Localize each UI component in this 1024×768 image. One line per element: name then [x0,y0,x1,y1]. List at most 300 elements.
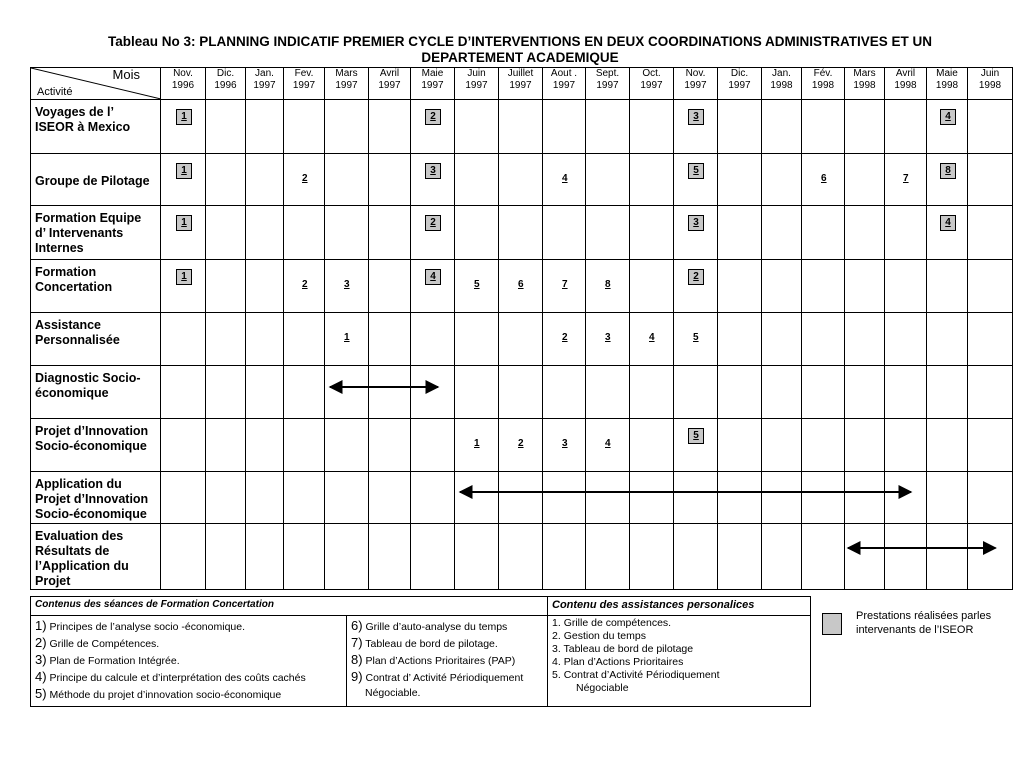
schedule-cell [499,260,543,313]
activity-label [31,313,161,366]
legend-item-text: Contrat d’ Activité Périodiquement [365,672,524,684]
schedule-cell [499,313,543,366]
schedule-cell [968,206,1013,260]
schedule-cell [762,313,802,366]
activity-label-line: Application du [35,477,122,491]
iseor-intervention-marker: 8 [940,163,956,179]
schedule-cell [630,366,674,419]
activity-row [31,472,1013,524]
schedule-cell [206,100,246,154]
month-header [455,68,499,100]
schedule-cell [411,524,455,590]
legend-item [552,669,806,682]
page-title: Tableau No 3: PLANNING INDICATIF PREMIER CYCLE D’INTERVENTIONS EN DEUX COORDINATIONS ADMINISTRATIVES ET UN DEPARTEMENT ACADEMIQUE [107,34,933,65]
iseor-intervention-marker: 4 [940,215,956,231]
iseor-intervention-marker: 2 [425,215,441,231]
header-row [31,68,1013,100]
month-year: 1997 [378,80,401,91]
activity-label-line: l’Application du [35,559,129,573]
schedule-cell [325,154,369,206]
iseor-intervention-marker: 5 [688,428,704,444]
legend-item-text: Tableau de bord de pilotage. [365,638,498,650]
legend-item [351,669,543,686]
schedule-cell [411,154,455,206]
month-name: Dic. [730,68,749,79]
schedule-cell [630,154,674,206]
schedule-cell [674,419,718,472]
schedule-cell [586,206,630,260]
schedule-cell [885,260,927,313]
schedule-cell [927,206,968,260]
schedule-cell [284,524,325,590]
activity-label-line: économique [35,386,109,400]
legend-item-text: Grille de Compétences. [49,638,160,650]
schedule-cell [246,154,284,206]
activity-label [31,260,161,313]
schedule-cell [674,206,718,260]
schedule-cell [325,313,369,366]
schedule-cell [161,419,206,472]
legend-item-number: 5) [35,686,47,701]
legend-item [35,669,342,686]
activity-row [31,260,1013,313]
schedule-cell [802,472,845,524]
schedule-cell [284,366,325,419]
activity-row [31,100,1013,154]
activity-label-line: Formation Equipe [35,211,142,225]
schedule-cell [885,472,927,524]
schedule-cell [968,260,1013,313]
schedule-cell [845,419,885,472]
legend-item-text: Méthode du projet d’innovation socio-économique [49,689,282,701]
legend-key-text: Prestations réalisées parles intervenants de l’ISEOR [856,610,992,636]
schedule-cell [411,472,455,524]
month-year: 1997 [253,80,276,91]
schedule-cell [284,154,325,206]
legend-item-number: 9) [351,669,363,684]
activity-row [31,206,1013,260]
month-name: Mars [853,68,876,79]
schedule-cell [885,313,927,366]
schedule-cell [885,206,927,260]
schedule-cell [499,206,543,260]
month-year: 1997 [421,80,444,91]
legend-item-text: Grille d’auto-analyse du temps [365,621,508,633]
schedule-cell [161,206,206,260]
legend-item-number: 3) [35,652,47,667]
schedule-cell [284,206,325,260]
session-number: 6 [821,173,827,184]
activite-label: Activité [37,86,73,98]
schedule-cell [411,206,455,260]
schedule-cell [543,366,586,419]
legend-item-continuation [351,686,543,701]
legend-item-continuation [552,682,806,695]
legend-item-text: Principe du calcule et d’interprétation des coûts cachés [49,672,306,684]
month-year: 1996 [214,80,237,91]
schedule-cell [802,419,845,472]
legend-item-text: Principes de l’analyse socio -économique. [49,621,246,633]
schedule-cell [246,260,284,313]
schedule-cell [499,100,543,154]
schedule-cell [927,472,968,524]
schedule-cell [325,100,369,154]
schedule-cell [630,419,674,472]
schedule-cell [718,524,762,590]
month-year: 1997 [728,80,751,91]
schedule-cell [411,419,455,472]
schedule-cell [161,472,206,524]
schedule-cell [927,100,968,154]
legend-item-continuation-text: Négociable [576,682,629,694]
schedule-cell [369,524,411,590]
schedule-cell [845,366,885,419]
legend-item-number: 2) [35,635,47,650]
activity-label-line: Diagnostic Socio- [35,371,141,385]
schedule-cell [927,154,968,206]
schedule-cell [674,366,718,419]
schedule-cell [369,472,411,524]
activity-label-line: Evaluation des [35,529,124,543]
schedule-cell [161,260,206,313]
month-name: Sept. [595,68,620,79]
session-number: 8 [605,279,611,290]
schedule-cell [543,313,586,366]
schedule-cell [411,260,455,313]
legend-table [30,596,811,707]
month-header [499,68,543,100]
legend-right-list [347,616,548,707]
activity-row [31,419,1013,472]
iseor-intervention-marker: 1 [176,163,192,179]
session-number: 2 [562,332,568,343]
schedule-cell [455,100,499,154]
legend-item-number: 5. [552,669,561,681]
session-number: 3 [344,279,350,290]
schedule-cell [246,472,284,524]
month-name: Maie [936,68,958,79]
schedule-cell [246,100,284,154]
schedule-cell [411,100,455,154]
schedule-cell [845,260,885,313]
session-number: 4 [605,438,611,449]
schedule-cell [968,524,1013,590]
legend-item [552,656,806,669]
legend-item-number: 4) [35,669,47,684]
legend-item [552,617,806,630]
iseor-intervention-marker: 1 [176,269,192,285]
month-year: 1998 [978,80,1002,91]
session-number: 6 [518,279,524,290]
schedule-cell [206,366,246,419]
month-header [543,68,586,100]
schedule-cell [586,366,630,419]
schedule-cell [927,366,968,419]
month-header [284,68,325,100]
schedule-cell [718,260,762,313]
schedule-cell [325,472,369,524]
month-name: Dic. [216,68,235,79]
activity-label-line: Socio-économique [35,439,147,453]
activity-label-line: Projet [35,574,71,588]
schedule-cell [630,524,674,590]
schedule-cell [927,313,968,366]
legend-item-text: Contrat d’Activité Périodiquement [563,669,720,681]
schedule-cell [499,419,543,472]
schedule-cell [762,206,802,260]
schedule-cell [543,524,586,590]
activity-label-line: Projet d’Innovation [35,424,149,438]
session-number: 7 [903,173,909,184]
schedule-cell [674,472,718,524]
session-number: 3 [562,438,568,449]
schedule-cell [927,524,968,590]
schedule-cell [674,154,718,206]
month-header [325,68,369,100]
activity-label-line [35,159,156,174]
schedule-cell [206,472,246,524]
month-year: 1998 [935,80,959,91]
month-name: Fev. [294,68,314,79]
activity-label [31,154,161,206]
schedule-cell [802,100,845,154]
schedule-cell [968,419,1013,472]
activity-row [31,154,1013,206]
schedule-cell [630,206,674,260]
activity-label-line: Assistance [35,318,102,332]
schedule-cell [718,313,762,366]
schedule-cell [455,419,499,472]
legend-item [351,635,543,652]
schedule-cell [586,472,630,524]
schedule-cell [325,206,369,260]
schedule-cell [927,419,968,472]
month-name: Jan. [772,68,791,79]
schedule-cell [762,154,802,206]
schedule-cell [325,524,369,590]
month-year: 1997 [640,80,663,91]
month-year: 1996 [171,80,195,91]
schedule-cell [845,472,885,524]
schedule-cell [802,313,845,366]
schedule-cell [630,100,674,154]
schedule-cell [845,206,885,260]
schedule-cell [499,154,543,206]
schedule-cell [325,260,369,313]
iseor-intervention-marker: 5 [688,163,704,179]
month-name: Juin [980,68,1000,79]
session-number: 5 [693,332,699,343]
schedule-cell [206,260,246,313]
schedule-cell [845,154,885,206]
schedule-cell [885,419,927,472]
month-name: Mars [335,68,358,79]
schedule-cell [206,419,246,472]
activity-label [31,366,161,419]
month-name: Nov. [173,68,193,79]
schedule-cell [885,154,927,206]
schedule-cell [586,313,630,366]
schedule-cell [885,366,927,419]
activity-label [31,206,161,260]
schedule-cell [718,472,762,524]
schedule-cell [762,366,802,419]
schedule-cell [284,313,325,366]
schedule-cell [718,154,762,206]
schedule-cell [586,524,630,590]
schedule-cell [206,154,246,206]
legend-item-number: 1) [35,618,47,633]
schedule-cell [968,366,1013,419]
session-number: 7 [562,279,568,290]
month-header [630,68,674,100]
month-name: Avril [895,68,916,79]
schedule-cell [325,419,369,472]
schedule-cell [369,154,411,206]
iseor-intervention-marker: 3 [425,163,441,179]
schedule-cell [499,472,543,524]
iseor-intervention-marker: 1 [176,109,192,125]
schedule-cell [968,100,1013,154]
iseor-intervention-marker: 3 [688,109,704,125]
schedule-cell [674,313,718,366]
legend-item [351,652,543,669]
iseor-intervention-marker: 3 [688,215,704,231]
month-name: Aout . [550,68,578,79]
schedule-cell [206,313,246,366]
schedule-cell [543,472,586,524]
corner-header [31,68,161,100]
activity-label-line: Voyages de l’ [35,105,114,119]
legend-item-text: Plan d’Actions Prioritaires (PAP) [365,655,516,667]
schedule-cell [206,206,246,260]
schedule-cell [927,260,968,313]
schedule-cell [543,100,586,154]
schedule-cell [246,419,284,472]
session-number: 4 [562,173,568,184]
month-year: 1997 [292,80,316,91]
schedule-cell [718,419,762,472]
schedule-cell [455,524,499,590]
month-header [586,68,630,100]
month-name: Nov. [685,68,706,79]
month-year: 1997 [509,80,532,91]
legend-item [552,630,806,643]
session-number: 3 [605,332,611,343]
activity-label-line: Socio-économique [35,507,147,521]
legend-item-number: 6) [351,618,363,633]
month-name: Fév. [813,68,833,79]
legend-item-text: Plan d’Actions Prioritaires [563,656,684,668]
schedule-cell [369,313,411,366]
schedule-cell [325,366,369,419]
month-year: 1998 [894,80,917,91]
month-year: 1997 [552,80,576,91]
schedule-cell [284,419,325,472]
schedule-cell [369,100,411,154]
schedule-cell [630,313,674,366]
legend-item [35,652,342,669]
legend-item [552,643,806,656]
month-header [802,68,845,100]
month-header [762,68,802,100]
schedule-cell [455,366,499,419]
month-name: Juin [467,68,486,79]
legend-item [351,618,543,635]
iseor-intervention-marker: 1 [176,215,192,231]
schedule-cell [161,100,206,154]
session-number: 2 [302,173,308,184]
schedule-cell [630,472,674,524]
schedule-cell [455,260,499,313]
schedule-cell [284,100,325,154]
schedule-cell [674,260,718,313]
schedule-cell [284,472,325,524]
legend-item-number: 1. [552,617,561,629]
legend-key-swatch [822,613,842,635]
month-year: 1998 [853,80,876,91]
schedule-cell [543,206,586,260]
month-year: 1998 [770,80,793,91]
mois-label: Mois [112,67,140,82]
schedule-cell [885,524,927,590]
session-number: 4 [649,332,655,343]
activity-label [31,472,161,524]
schedule-cell [802,260,845,313]
month-name: Avril [379,68,400,79]
schedule-cell [206,524,246,590]
month-name: Maie [421,68,444,79]
activity-label-line: Personnalisée [35,333,120,347]
schedule-cell [369,260,411,313]
legend-item-continuation-text: Négociable. [365,687,421,699]
schedule-cell [369,419,411,472]
iseor-intervention-marker: 4 [940,109,956,125]
legend-item-number: 3. [552,643,561,655]
legend-item-number: 2. [552,630,561,642]
schedule-cell [762,524,802,590]
month-year: 1997 [684,80,707,91]
assistances-list [548,616,811,707]
schedule-cell [411,313,455,366]
month-header [161,68,206,100]
schedule-cell [802,206,845,260]
schedule-cell [718,100,762,154]
activity-label-line: d’ Intervenants [35,226,124,240]
schedule-cell [543,154,586,206]
session-number: 2 [518,438,524,449]
month-header [246,68,284,100]
schedule-cell [762,100,802,154]
activity-row [31,524,1013,590]
schedule-cell [762,472,802,524]
month-header [885,68,927,100]
activity-label-line: ISEOR à Mexico [35,120,131,134]
iseor-intervention-marker: 4 [425,269,441,285]
month-header [845,68,885,100]
schedule-cell [802,366,845,419]
schedule-cell [246,366,284,419]
schedule-cell [586,260,630,313]
month-name: Juillet [507,68,534,79]
activity-label-line: Formation [35,265,97,279]
schedule-cell [369,366,411,419]
schedule-cell [630,260,674,313]
schedule-cell [845,524,885,590]
activity-row [31,366,1013,419]
activity-label-line: Projet d’Innovation [35,492,149,506]
activity-label-line: Internes [35,241,84,255]
